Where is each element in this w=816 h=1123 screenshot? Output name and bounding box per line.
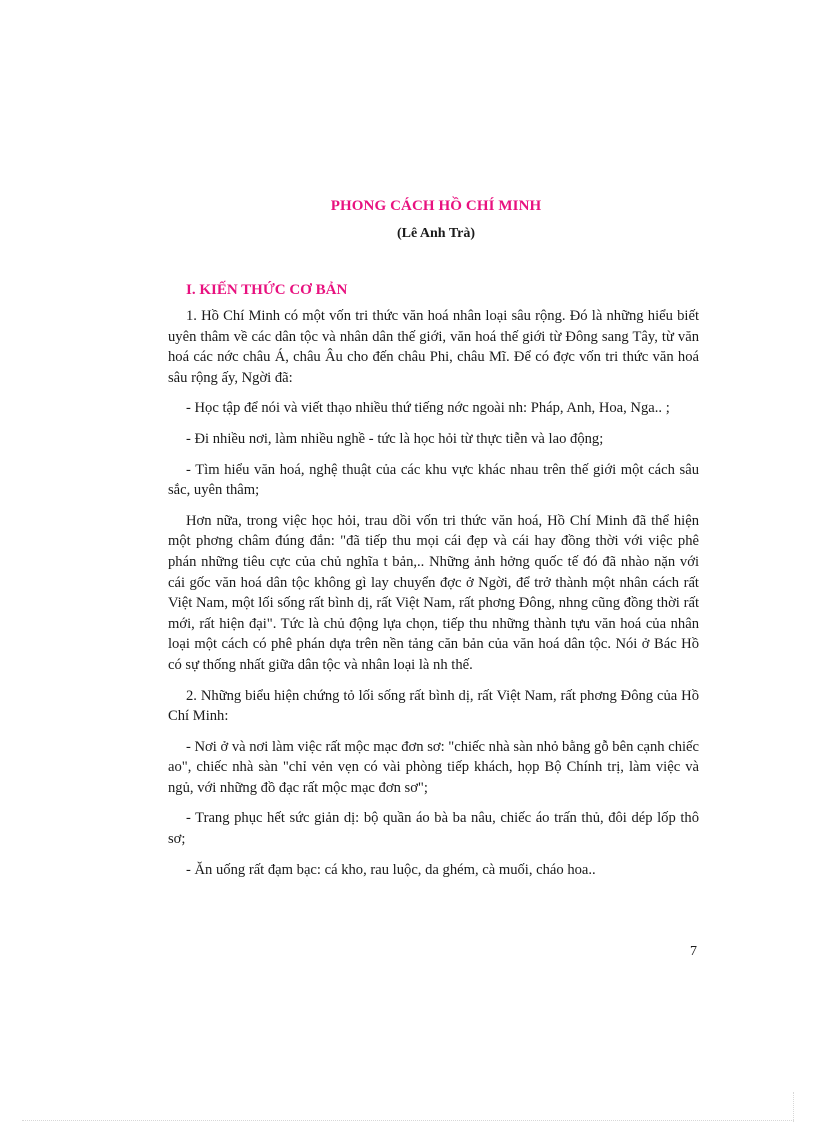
page-number: 7 — [690, 944, 697, 959]
paragraph: - Tìm hiểu văn hoá, nghệ thuật của các khu vực khác nhau trên thế giới một cách sâu sắc, uyên thâm; — [168, 461, 699, 499]
body-text — [168, 306, 699, 890]
paragraph: - Trang phục hết sức giản dị: bộ quần áo bà ba nâu, chiếc áo trấn thủ, đôi dép lốp thô sơ; — [168, 810, 699, 848]
page-title: PHONG CÁCH HỒ CHÍ MINH — [330, 198, 542, 214]
author-line: (Lê Anh Trà) — [396, 226, 476, 241]
paragraph: - Học tập để nói và viết thạo nhiều thứ tiếng nớc ngoài nh: Pháp, Anh, Hoa, Nga.. ; — [186, 400, 670, 417]
paragraph: - Đi nhiều nơi, làm nhiều nghề - tức là học hỏi từ thực tiễn và lao động; — [186, 430, 604, 447]
paragraph: Hơn nữa, trong việc học hỏi, trau dồi vốn tri thức văn hoá, Hồ Chí Minh đã thể hiện một phơng châm đúng đắn: "đã tiếp thu mọi cái đẹp và cái hay đồng thời với việc phê phán những tiêu cực của chủ nghĩa t bản,.. Những ảnh hởng quốc tế đó đã nhào nặn với cái gốc văn hoá dân tộc không gì lay chuyển đợc ở Ngời, để trở thành một nhân cách rất Việt Nam, một lối sống rất bình dị, rất Việt Nam, rất phơng Đông, nhng cũng đồng thời rất mới, rất hiện đại". Tức là chủ động lựa chọn, tiếp thu những thành tựu văn hoá của nhân loại một cách có phê phán dựa trên nền tảng căn bản của văn hoá dân tộc. Nói ở Bác Hồ có sự thống nhất giữa dân tộc và nhân loại là nh thế. — [168, 512, 699, 673]
page-border-right — [793, 1092, 794, 1122]
paragraph: 1. Hồ Chí Minh có một vốn tri thức văn hoá nhân loại sâu rộng. Đó là những hiểu biết uyên thâm về các dân tộc và nhân dân thế giới, văn hoá thế giới từ Đông sang Tây, từ văn hoá các nớc châu Á, châu Âu cho đến châu Phi, châu Mĩ. Để có đợc vốn tri thức văn hoá sâu rộng ấy, Ngời đã: — [168, 308, 699, 386]
section-heading: I. KIẾN THỨC CƠ BẢN — [186, 282, 348, 298]
page-border-bottom — [22, 1120, 794, 1121]
paragraph: - Ăn uống rất đạm bạc: cá kho, rau luộc, da ghém, cà muối, cháo hoa.. — [186, 861, 596, 878]
paragraph: - Nơi ở và nơi làm việc rất mộc mạc đơn sơ: "chiếc nhà sàn nhỏ bằng gỗ bên cạnh chiếc ao", chiếc nhà sàn "chỉ vẻn vẹn có vài phòng tiếp khách, họp Bộ Chính trị, làm việc và ngủ, với những đồ đạc rất mộc mạc đơn sơ"; — [168, 738, 699, 796]
paragraph: 2. Những biểu hiện chứng tỏ lối sống rất bình dị, rất Việt Nam, rất phơng Đông của Hồ Chí Minh: — [168, 687, 699, 725]
